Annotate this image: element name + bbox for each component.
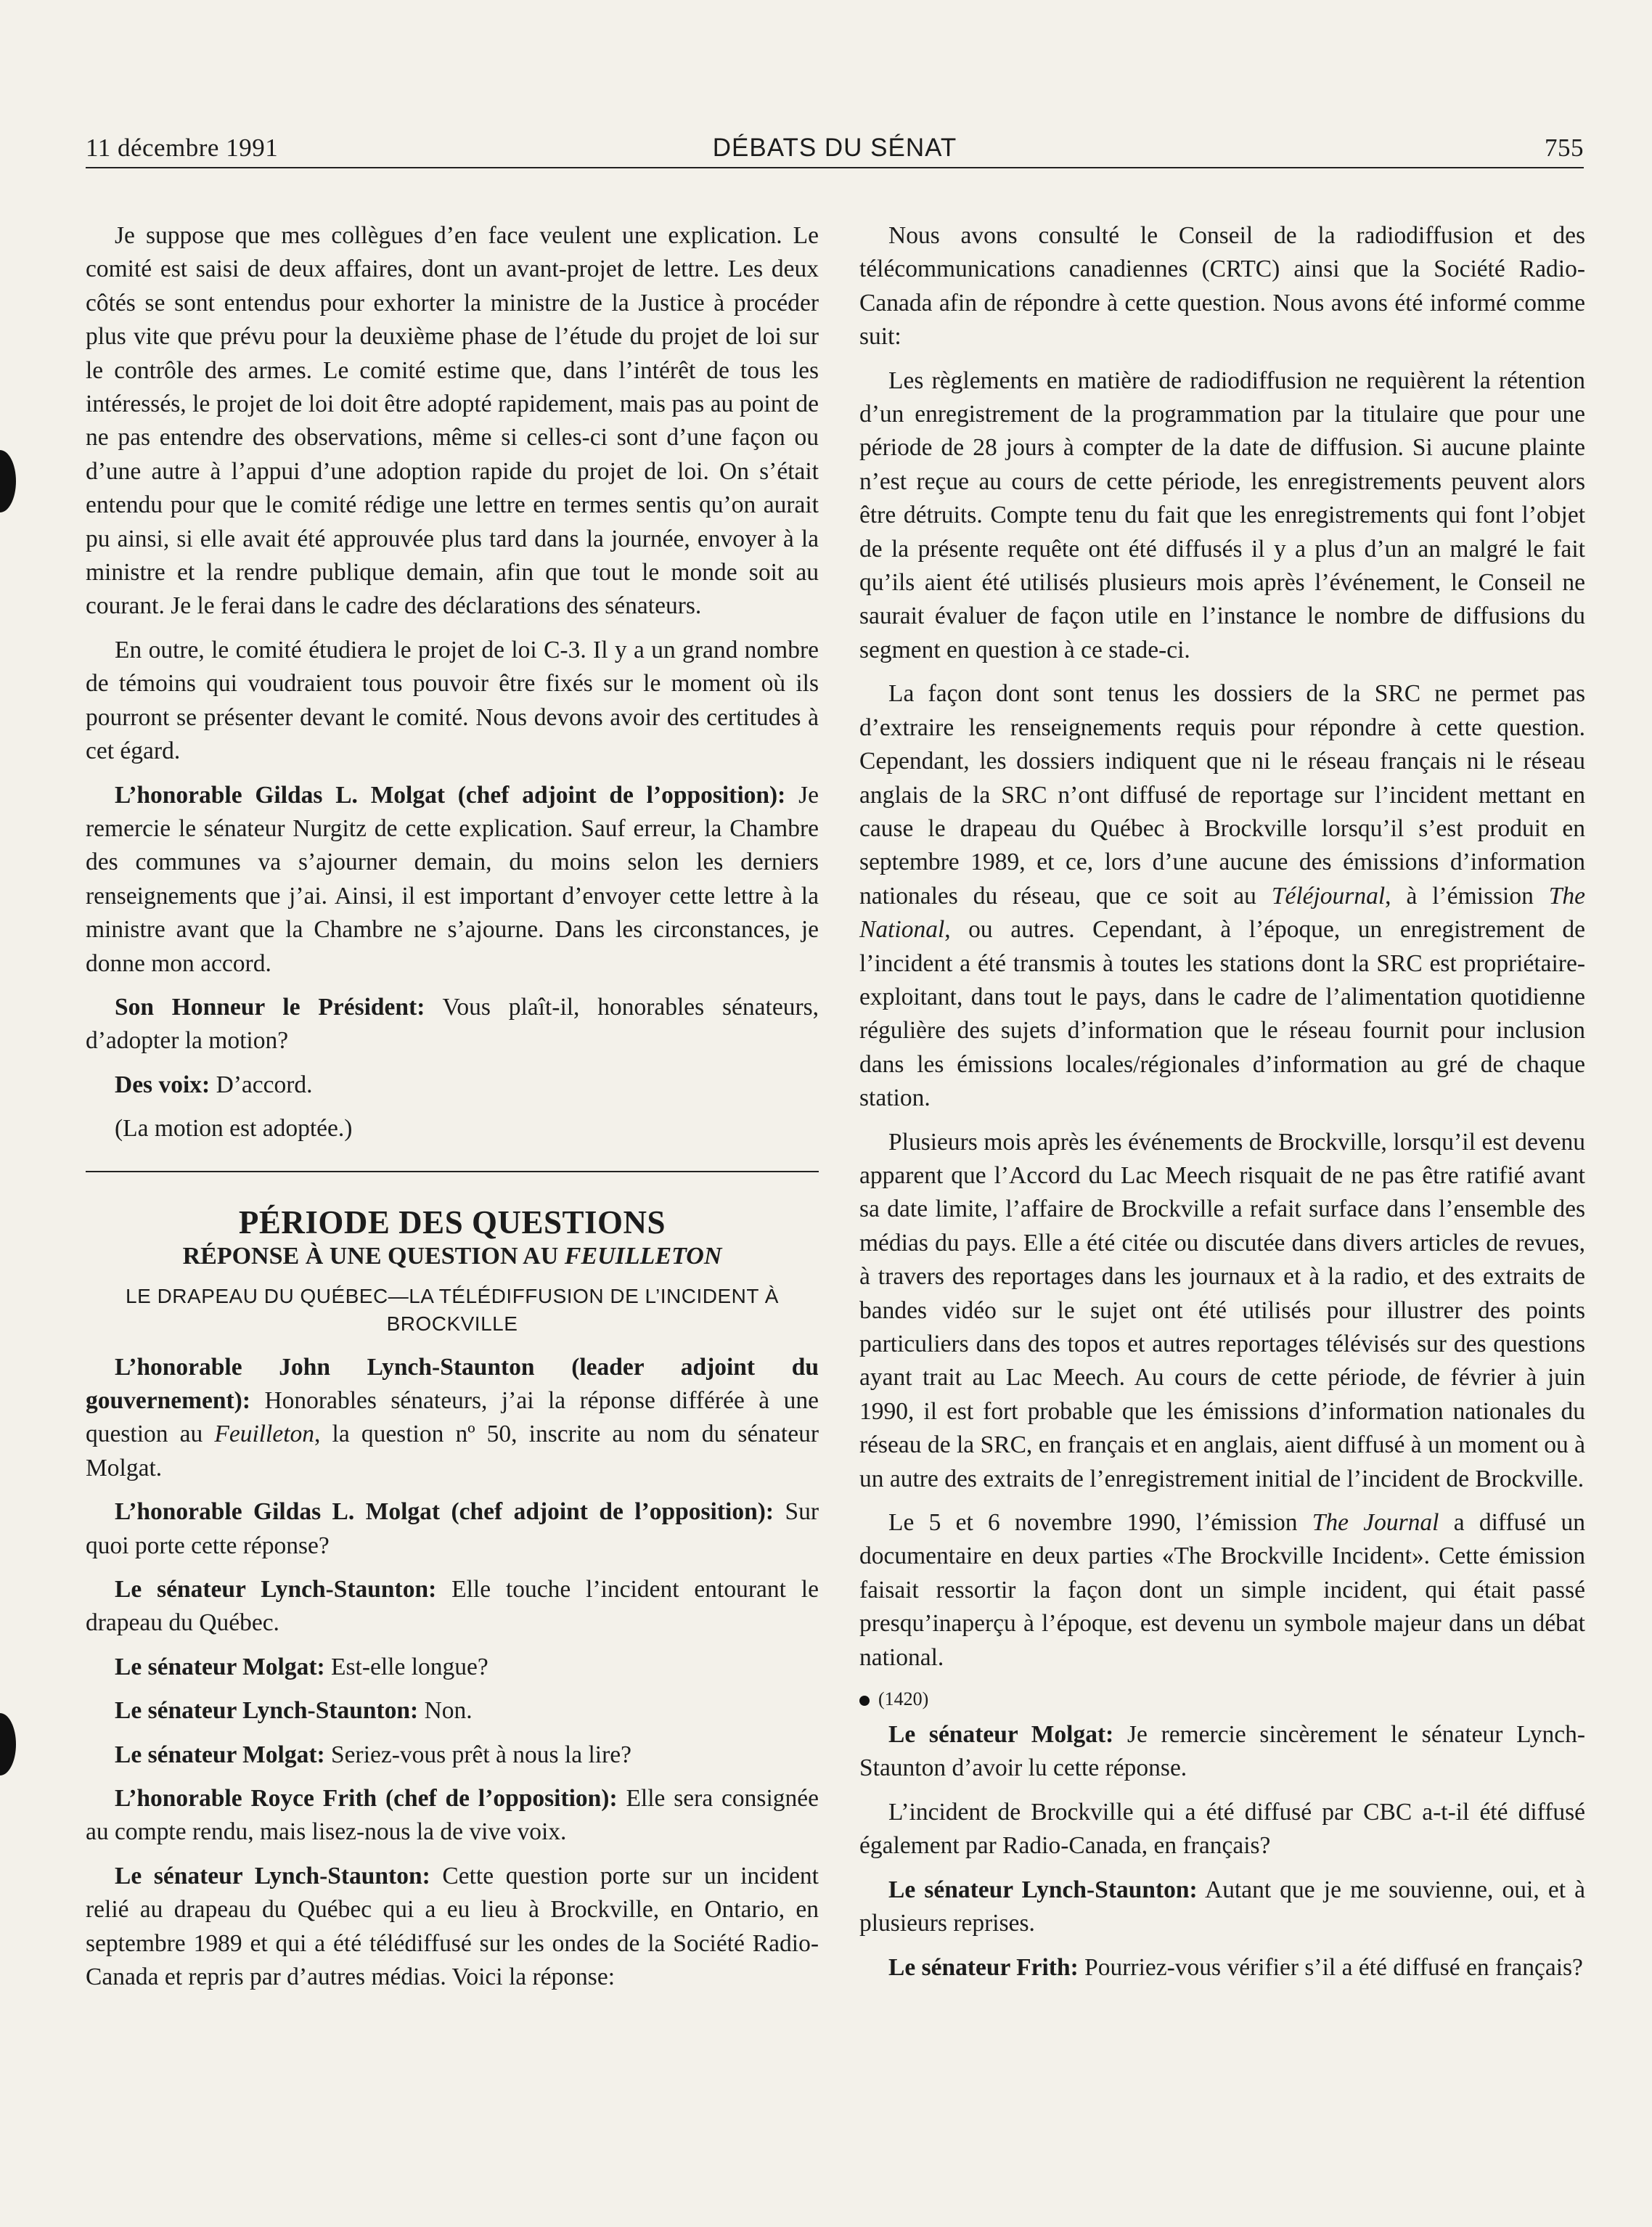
speech: Le sénateur Molgat: Je remercie sincèrement le sénateur Lynch-Staunton d’avoir lu cette réponse.	[859, 1721, 1585, 1782]
section-title: PÉRIODE DES QUESTIONS	[238, 1204, 666, 1241]
speaker: Le sénateur Lynch-Staunton:	[115, 1862, 430, 1889]
speaker: L’honorable Gildas L. Molgat (chef adjoint de l’opposition):	[115, 1498, 774, 1526]
paragraph: Nous avons consulté le Conseil de la radiodiffusion et des télécommunications canadiennes (CRTC) ainsi que la Société Radio-Canada afin de répondre à cette question. Nous avons été informé comme suit:	[859, 222, 1585, 351]
left-column	[86, 219, 819, 2004]
header-title: DÉBATS DU SÉNAT	[712, 134, 957, 162]
paragraph: Les règlements en matière de radiodiffusion ne requièrent la rétention d’un enregistrement de la programmation par la titulaire que pour une période de 28 jours à compter de la date de diffusion. Si aucune plainte n’est reçue au cours de cette période, les enregistrements peuvent alors être détruits. Compte tenu du fait que les enregistrements qui font l’objet de la présente requête ont été diffusés il y a plus d’un an malgré le fait qu’ils aient été utilisés plusieurs mois après l’événement, le Conseil ne saurait évaluer de façon utile en l’instance le nombre de diffusions du segment en question à ce stade-ci.	[859, 367, 1585, 663]
speaker: Le sénateur Lynch-Staunton:	[115, 1576, 437, 1603]
speaker: L’honorable John Lynch-Staunton (leader adjoint du gouvernement):	[86, 1353, 819, 1414]
paragraph: L’incident de Brockville qui a été diffusé par CBC a-t-il été diffusé également par Radio-Canada, en français?	[859, 1798, 1585, 1860]
speaker: Le sénateur Molgat:	[888, 1721, 1114, 1749]
speech: Le sénateur Frith: Pourriez-vous vérifier s’il a été diffusé en français?	[888, 1953, 1583, 1981]
speech: Le sénateur Lynch-Staunton: Autant que je me souvienne, oui, et à plusieurs reprises.	[859, 1876, 1586, 1937]
speaker: L’honorable Gildas L. Molgat (chef adjoint de l’opposition):	[115, 781, 786, 809]
header-date: 11 décembre 1991	[86, 134, 279, 162]
speaker: Le sénateur Lynch-Staunton:	[115, 1697, 419, 1725]
page-number: 755	[1545, 134, 1584, 162]
speech: L’honorable Gildas L. Molgat (chef adjoint de l’opposition): Je remercie le sénateur Nurgitz de cette explication. Sauf erreur, la Chambre des communes va s’ajourner demain, du moins selon les derniers renseignements que j’ai. Ainsi, il est important d’envoyer cette lettre à la ministre avant que la Chambre ne s’ajourne. Dans les circonstances, je donne mon accord.	[86, 781, 819, 977]
speaker: Le sénateur Molgat:	[115, 1653, 325, 1680]
speech: L’honorable Gildas L. Molgat (chef adjoint de l’opposition): Sur quoi porte cette réponse?	[86, 1498, 819, 1559]
paragraph: Plusieurs mois après les événements de Brockville, lorsqu’il est devenu apparent que l’Accord du Lac Meech risquait de ne pas être ratifié avant sa date limite, l’affaire de Brockville a refait surface dans l’ensemble des médias du pays. Elle a été citée ou discutée dans divers articles de revues, à travers des reportages dans les journaux et à la radio, et des extraits de bandes vidéo sur le sujet ont été utilisés pour illustrer des points particuliers dans des topos et autres reportages télévisés sur des questions ayant trait au Lac Meech. Au cours de cette période, de février à juin 1990, il est fort probable que les émissions d’information nationales du réseau de la SRC, en français et en anglais, aient diffusé à un moment ou à un autre des extraits de l’enregistrement initial de l’incident de Brockville.	[859, 1128, 1585, 1492]
section-divider	[86, 1171, 819, 1172]
paragraph: Je suppose que mes collègues d’en face veulent une explication. Le comité est saisi de deux affaires, dont un avant-projet de lettre. Les deux côtés se sont entendus pour exhorter la ministre de la Justice à procéder plus vite que prévu pour la deuxième phase de l’étude du projet de loi sur le contrôle des armes. Le comité estime que, dans l’intérêt de tous les intéressés, le projet de loi doit être adopté rapidement, mais pas au point de ne pas entendre des observations, même si celles-ci sont d’une façon ou d’une autre à l’appui d’une adoption rapide du projet de loi. On s’était entendu pour que le comité rédige une lettre en termes sentis qu’on aurait pu ainsi, si elle avait été approuvée plus tard dans la journée, envoyer à la ministre et la rendre publique demain, afin que tout le monde soit au courant. Je le ferai dans le cadre des déclarations des sénateurs.	[86, 222, 819, 620]
paragraph: En outre, le comité étudiera le projet de loi C-3. Il y a un grand nombre de témoins qui voudraient tous pouvoir être fixés sur le moment où ils pourront se présenter devant le comité. Nous devons avoir des certitudes à cet égard.	[86, 636, 819, 765]
right-column	[859, 219, 1585, 1995]
binder-hole-bottom	[0, 1713, 16, 1776]
bullet-icon	[859, 1696, 870, 1706]
speech: L’honorable Royce Frith (chef de l’opposition): Elle sera consignée au compte rendu, mais lisez-nous la de vive voix.	[86, 1785, 819, 1846]
speech: Le sénateur Lynch-Staunton: Cette question porte sur un incident relié au drapeau du Québec qui a eu lieu à Brockville, en Ontario, en septembre 1989 et qui a été télédiffusé sur les ondes de la Société Radio-Canada et repris par d’autres médias. Voici la réponse:	[86, 1862, 819, 1991]
page-header	[86, 129, 1584, 168]
section-subtitle: RÉPONSE À UNE QUESTION AU FEUILLETON	[182, 1242, 722, 1270]
speech: Le sénateur Molgat: Est-elle longue?	[115, 1653, 488, 1680]
speech: Le sénateur Molgat: Seriez-vous prêt à nous la lire?	[115, 1741, 631, 1768]
speech: Le sénateur Lynch-Staunton: Elle touche l’incident entourant le drapeau du Québec.	[86, 1576, 819, 1637]
paragraph: La façon dont sont tenus les dossiers de la SRC ne permet pas d’extraire les renseignements requis pour répondre à cette question. Cependant, les dossiers indiquent que ni le réseau français ni le réseau anglais de la SRC n’ont diffusé de reportage sur l’incident mettant en cause le drapeau du Québec à Brockville lorsqu’il s’est produit en septembre 1989, et ce, lors d’une aucune des émissions d’information nationales du réseau, que ce soit au Téléjournal, à l’émission The National, ou autres. Cependant, à l’époque, un enregistrement de l’incident a été transmis à toutes les stations dont la SRC est propriétaire-exploitant, dans tout le pays, dans le cadre de l’alimentation quotidienne régulière des sujets d’information que le réseau fournit pour inclusion dans les émissions locales/régionales d’information au gré de chaque station.	[859, 680, 1585, 1112]
speech: L’honorable John Lynch-Staunton (leader adjoint du gouvernement): Honorables sénateurs, j’ai la réponse différée à une question au Feuilleton, la question nº 50, inscrite au nom du sénateur Molgat.	[86, 1353, 819, 1482]
speaker: Le sénateur Molgat:	[115, 1741, 325, 1768]
speaker: L’honorable Royce Frith (chef de l’opposition):	[115, 1785, 618, 1813]
speech: Des voix: D’accord.	[115, 1071, 313, 1098]
speaker: Son Honneur le Président:	[115, 993, 425, 1021]
motion-adopted: (La motion est adoptée.)	[115, 1115, 353, 1143]
paragraph: Le 5 et 6 novembre 1990, l’émission The Journal a diffusé un documentaire en deux parties «The Brockville Incident». Cette émission faisait ressortir la façon dont un simple incident, qui était passé presqu’inaperçu à l’époque, est devenu un symbole majeur dans un débat national.	[859, 1509, 1585, 1671]
topic-heading: LE DRAPEAU DU QUÉBEC—LA TÉLÉDIFFUSION DE L’INCIDENT À BROCKVILLE	[126, 1284, 779, 1335]
binder-hole-top	[0, 450, 16, 512]
speaker: Le sénateur Lynch-Staunton:	[888, 1876, 1198, 1903]
speech: Son Honneur le Président: Vous plaît-il, honorables sénateurs, d’adopter la motion?	[86, 993, 819, 1055]
speaker: Le sénateur Frith:	[888, 1953, 1079, 1981]
time-marker: (1420)	[859, 1685, 1585, 1714]
speech: Le sénateur Lynch-Staunton: Non.	[115, 1697, 473, 1725]
speaker: Des voix:	[115, 1071, 210, 1098]
